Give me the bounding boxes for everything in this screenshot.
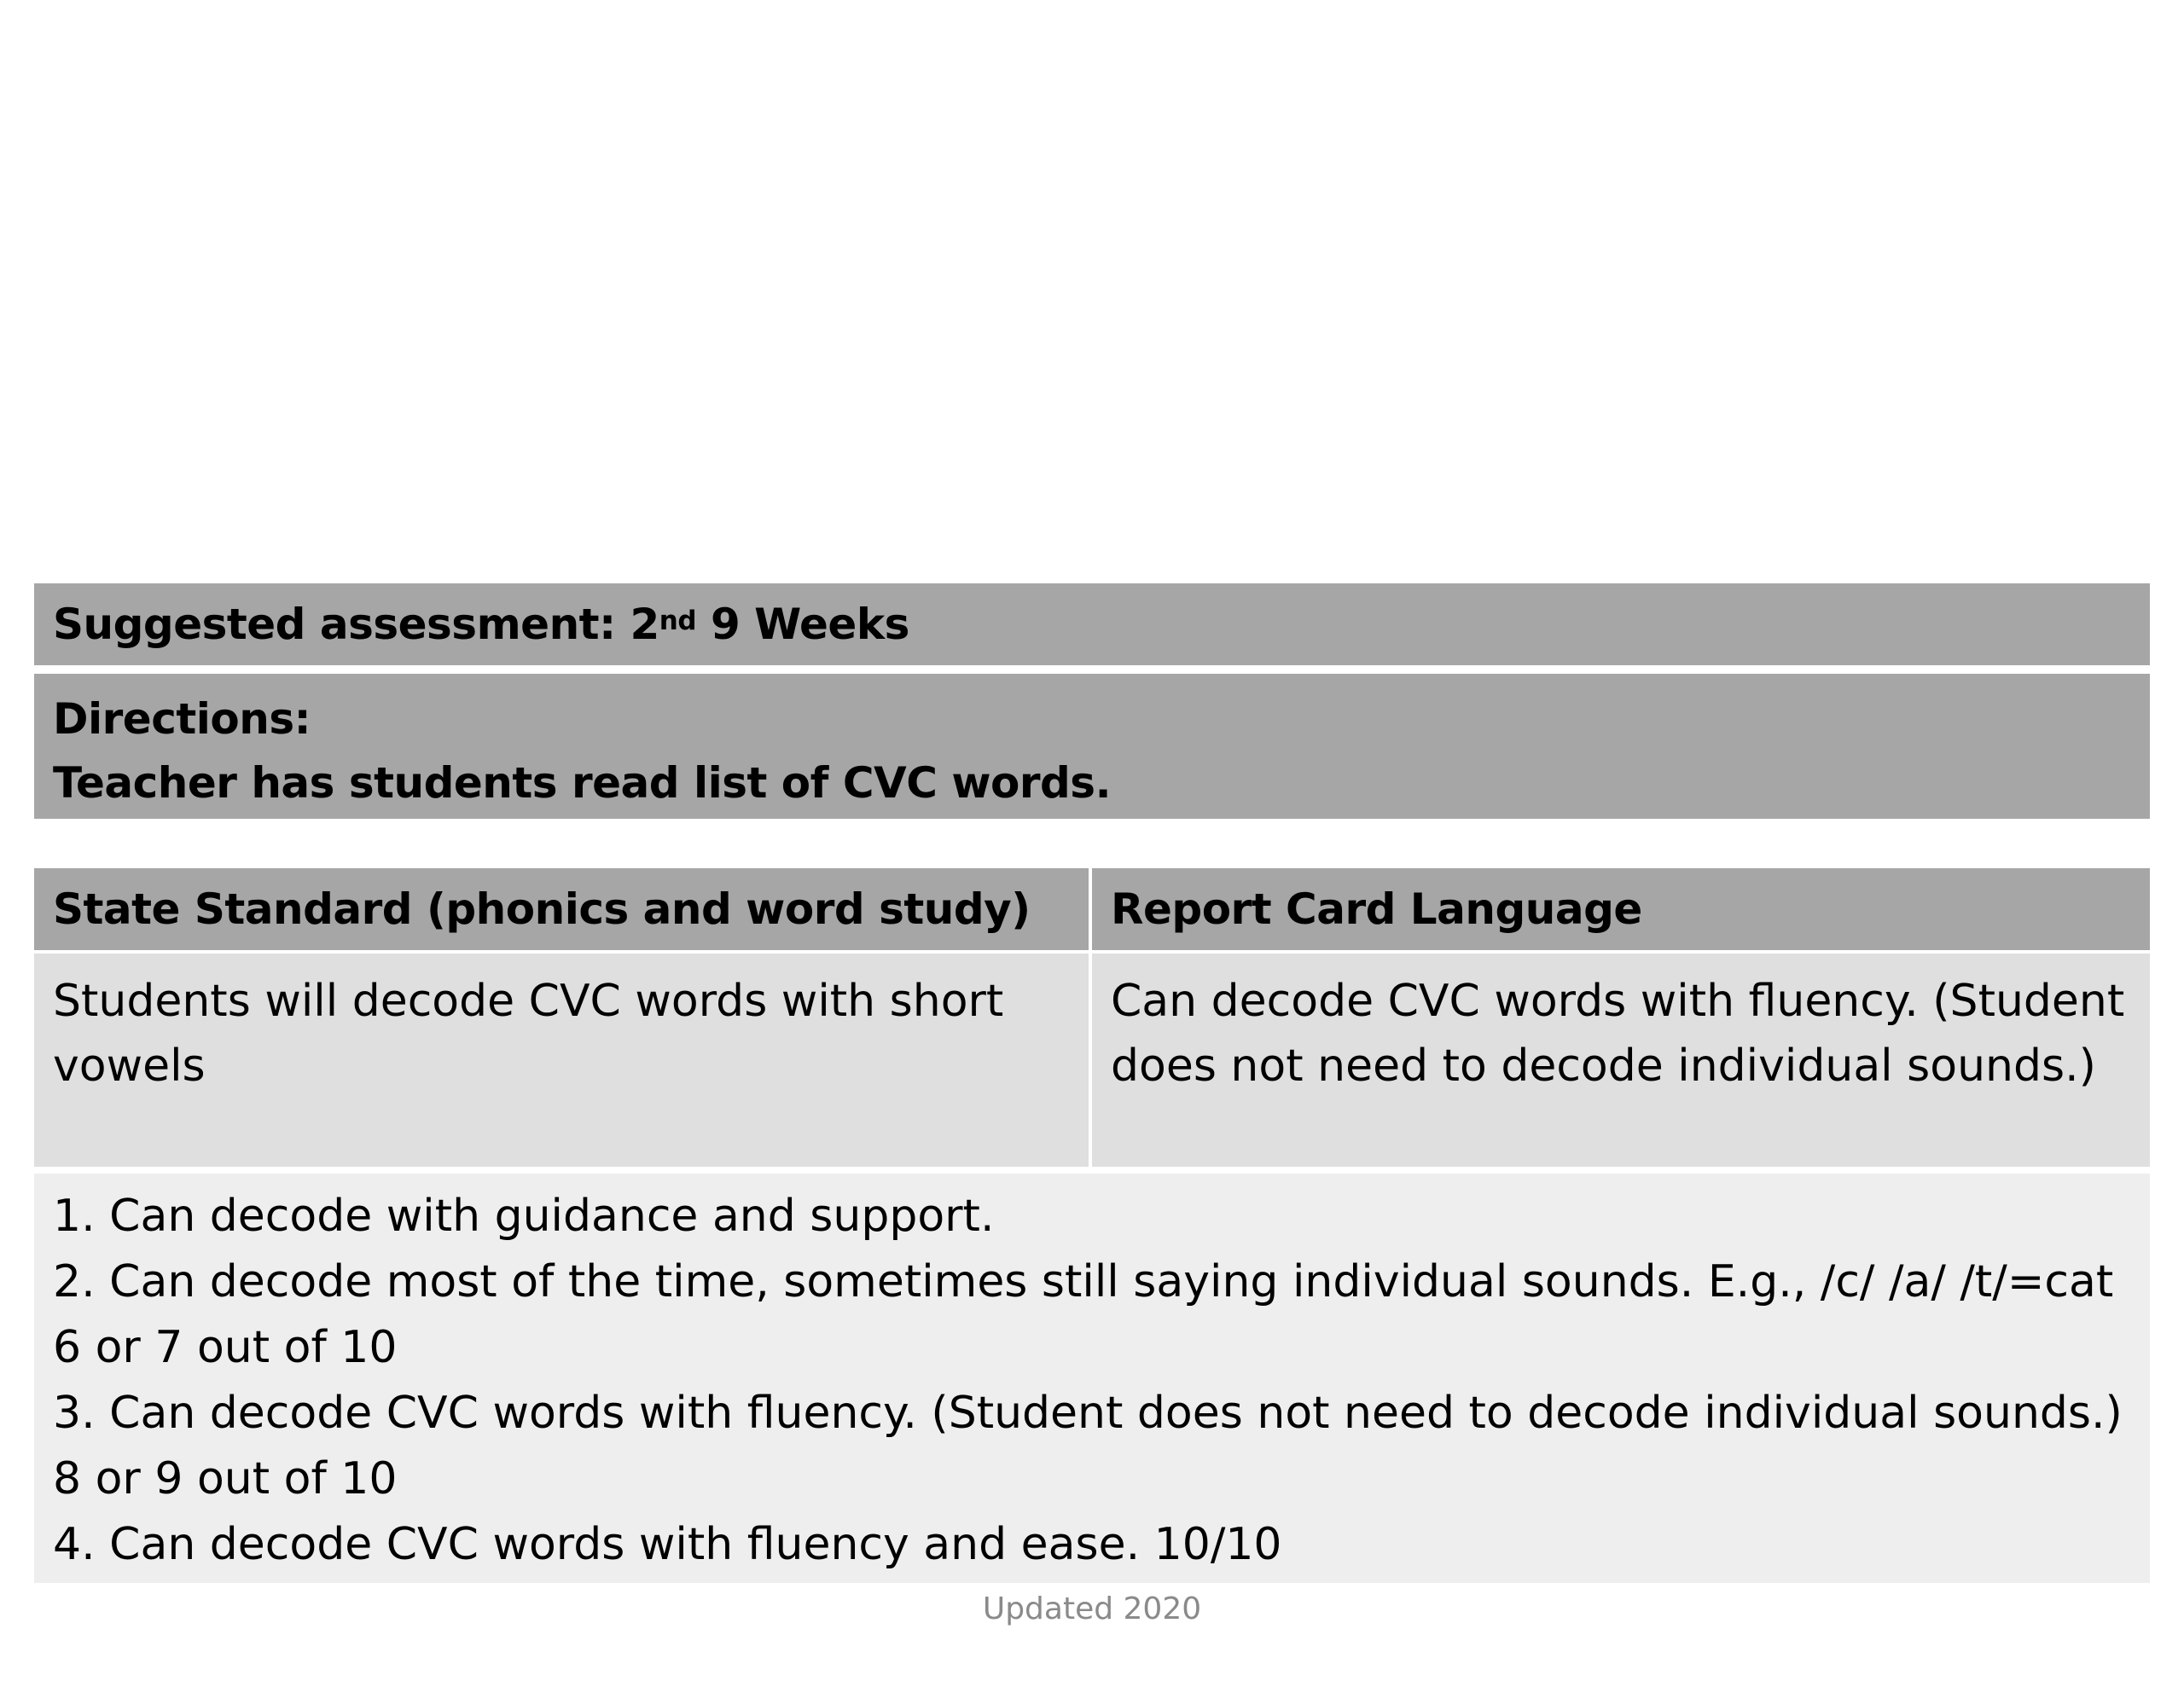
- directions-label: Directions:: [53, 694, 311, 744]
- rubric-line: 3. Can decode CVC words with fluency. (Student does not need to decode individual sounds.): [53, 1388, 2123, 1439]
- table-header-state-standard: State Standard (phonics and word study): [34, 868, 1089, 950]
- rubric-line: 2. Can decode most of the time, sometimes still saying individual sounds. E.g., /c/ /a/ /t/=cat: [53, 1256, 2114, 1307]
- assessment-title-superscript: nd: [659, 606, 697, 636]
- table-cell-report-card-language: Can decode CVC words with fluency. (Student does not need to decode individual sounds.): [1092, 954, 2150, 1167]
- rubric-line: 1. Can decode with guidance and support.: [53, 1191, 995, 1242]
- rubric-line: 4. Can decode CVC words with fluency and ease. 10/10: [53, 1519, 1282, 1570]
- footer-updated-note: Updated 2020: [982, 1591, 1202, 1626]
- directions-text: Teacher has students read list of CVC words.: [53, 758, 1112, 808]
- rubric-line: 6 or 7 out of 10: [53, 1322, 398, 1373]
- table-cell-state-standard: Students will decode CVC words with short vowels: [34, 954, 1089, 1167]
- assessment-title: [34, 583, 2150, 665]
- scoring-rubric: [34, 1174, 2150, 1583]
- rubric-line: 8 or 9 out of 10: [53, 1453, 398, 1504]
- assessment-title-suffix: 9 Weeks: [696, 600, 909, 649]
- table-header-report-card-language: Report Card Language: [1092, 868, 2150, 950]
- standards-table: [34, 868, 2150, 1167]
- directions-box: [34, 674, 2150, 819]
- assessment-title-prefix: Suggested assessment: 2: [53, 600, 659, 649]
